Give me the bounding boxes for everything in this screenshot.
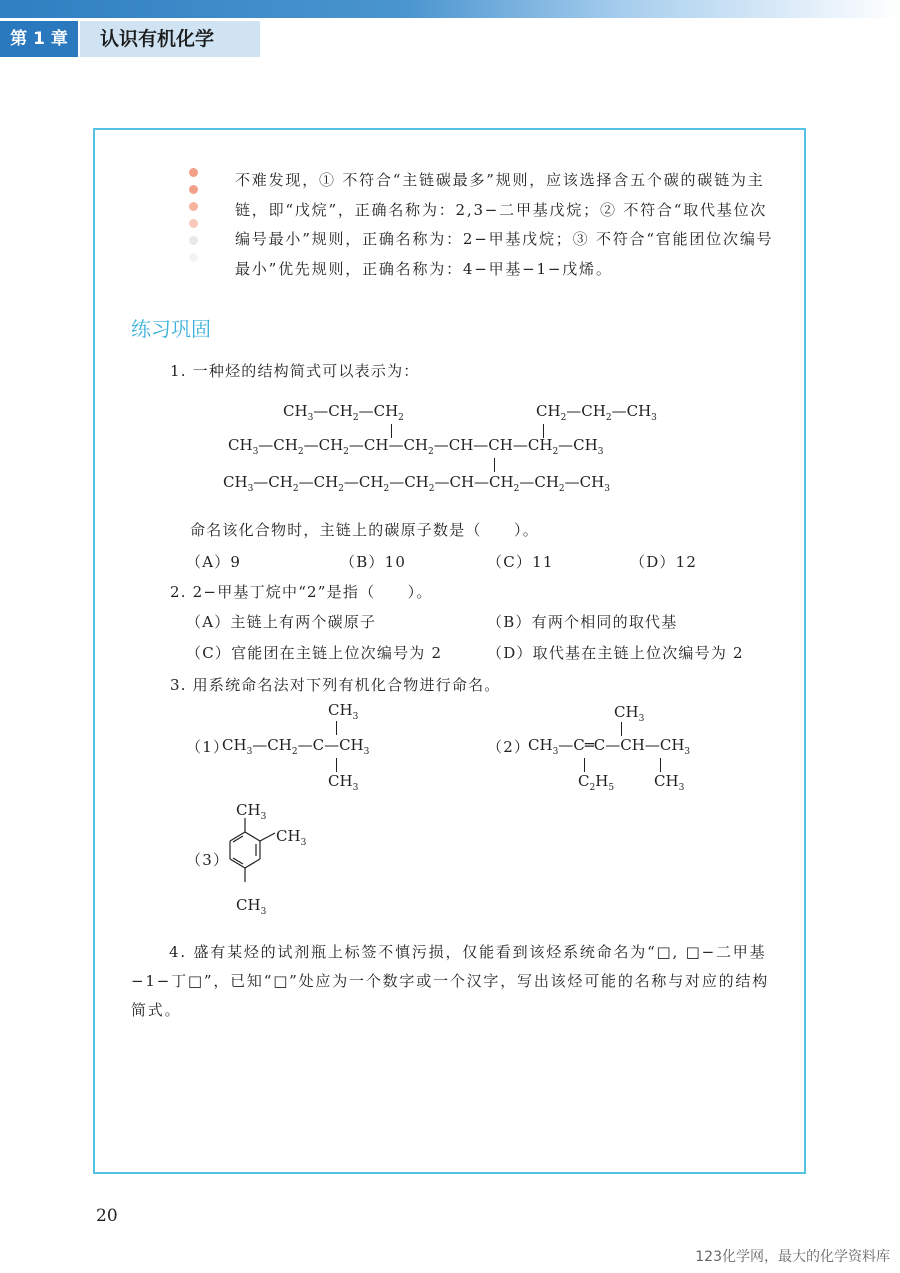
q1-option-b: （B）10 <box>340 553 407 571</box>
q2-option-c: （C）官能团在主链上位次编号为 2 <box>186 644 443 662</box>
q2-option-d: （D）取代基在主链上位次编号为 2 <box>487 644 744 662</box>
q3-label-1: （1） <box>186 738 230 756</box>
q1-question: 命名该化合物时，主链上的碳原子数是（ ）。 <box>190 521 539 539</box>
chapter-title: 认识有机化学 <box>80 21 260 57</box>
benzene-ring-icon <box>215 800 285 900</box>
q1-option-d: （D）12 <box>630 553 698 571</box>
q2-option-b: （B）有两个相同的取代基 <box>487 613 678 631</box>
q2-stem: 2. 2−甲基丁烷中“2”是指（ ）。 <box>170 583 433 601</box>
top-banner <box>0 0 900 18</box>
q2-option-a: （A）主链上有两个碳原子 <box>186 613 377 631</box>
footer-watermark: 123化学网，最大的化学资料库 <box>695 1249 890 1265</box>
q1-option-c: （C）11 <box>487 553 554 571</box>
intro-paragraph: 不难发现，① 不符合“主链碳最多”规则，应该选择含五个碳的碳链为主链，即“戊烷”，正确名称为：2,3−二甲基戊烷；② 不符合“取代基位次编号最小”规则，正确名称为：2−甲基戊烷；③ 不符合“官能团位次编号最小”优先规则，正确名称为：4−甲基−1−戊烯。 <box>235 171 774 278</box>
q4-paragraph: 4. 盛有某烃的试剂瓶上标签不慎污损，仅能看到该烃系统命名为“□, □−二甲基−1−丁□”，已知“□”处应为一个数字或一个汉字，写出该烃可能的名称与对应的结构简式。 <box>131 943 770 1019</box>
q3-stem: 3. 用系统命名法对下列有机化合物进行命名。 <box>170 676 501 694</box>
q1-option-a: （A）9 <box>186 553 242 571</box>
q3-label-2: （2） <box>487 738 531 756</box>
page-number: 20 <box>96 1206 118 1226</box>
chapter-label: 第 1 章 <box>0 21 78 57</box>
q3-label-3: （3） <box>186 851 230 869</box>
section-heading: 练习巩固 <box>131 317 211 341</box>
decorative-dots <box>189 168 198 270</box>
q1-stem: 1. 一种烃的结构简式可以表示为： <box>170 362 420 380</box>
